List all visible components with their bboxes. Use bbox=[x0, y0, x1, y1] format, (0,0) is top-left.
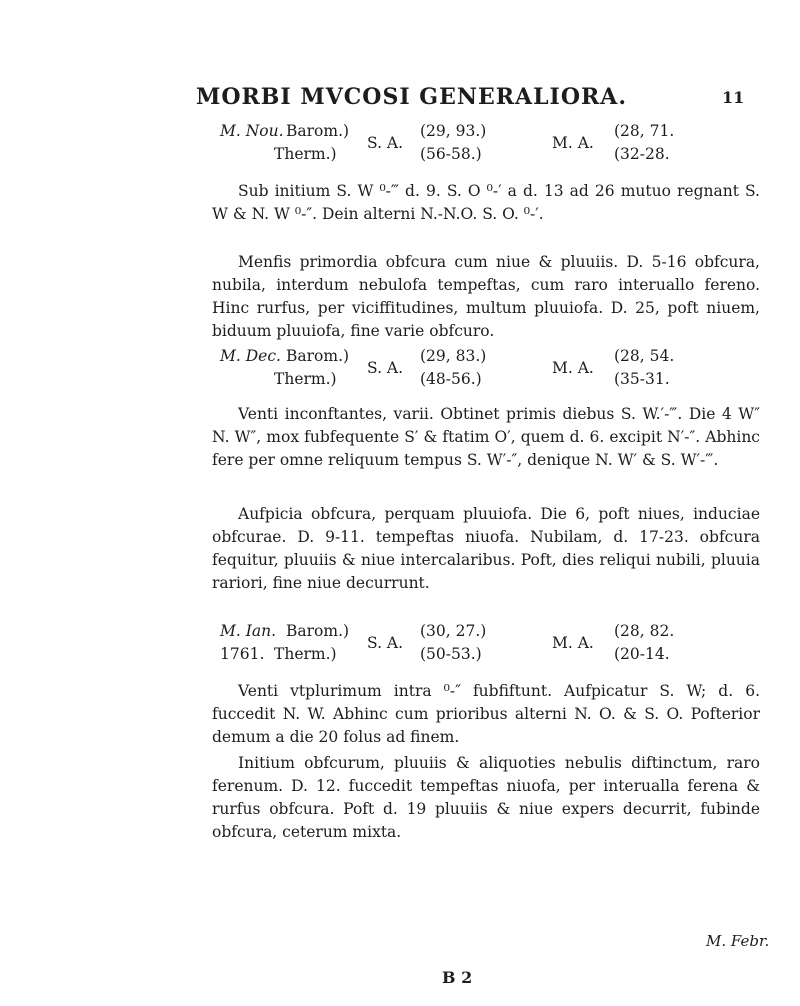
ma-thermometer-value: (20-14. bbox=[614, 645, 670, 663]
paragraph-november-weather: Menfis primordia obfcura cum niue & pluuiis. D. 5-16 obfcura, nubila, interdum nebulofa tempeftas, cum raro interuallo fereno. Hinc rurfus, per viciffitudines, multum pluuiofa. D. 25, poft niuem, biduum pluuiofa, fine varie obfcuro. bbox=[212, 253, 760, 340]
month-label: M. Nou. bbox=[220, 122, 284, 140]
sa-label: S. A. bbox=[367, 634, 404, 652]
thermometer-label: Therm.) bbox=[274, 145, 337, 163]
sa-barometer-value: (30, 27.) bbox=[420, 622, 487, 640]
ma-barometer-value: (28, 54. bbox=[614, 347, 675, 365]
paragraph-december-weather: Aufpicia obfcura, perquam pluuiofa. Die 6, poft niues, induciae obfcurae. D. 9-11. tempeftas niuofa. Nubilam, d. 17-23. obfcura fequitur, pluuiis & niue intercalaribus. Poft, dies reliqui nubili, pluuia rariori, fine niue decurrunt. bbox=[212, 505, 760, 592]
paragraph-december-winds: Venti inconftantes, varii. Obtinet primis diebus S. W.′-‴. Die 4 W″ N. W″, mox fubfequente S′ & ftatim O′, quem d. 6. excipit N′-″. Abhinc fere per omne reliquum tempus S. W′-″, denique N. W′ & S. W′-‴. bbox=[212, 405, 760, 469]
month-label: M. Dec. bbox=[220, 347, 281, 365]
ma-label: M. A. bbox=[552, 134, 594, 152]
ma-barometer-value: (28, 71. bbox=[614, 122, 675, 140]
ma-thermometer-value: (35-31. bbox=[614, 370, 670, 388]
paragraph-january-weather: Initium obfcurum, pluuiis & aliquoties nebulis diftinctum, raro ferenum. D. 12. fuccedit tempeftas niuofa, per interualla ferena & rurfus obfcura. Poft d. 19 pluuiis & niue expers decurrit, fubinde obfcura, ceterum mixta. bbox=[212, 754, 760, 841]
paragraph-january-winds: Venti vtplurimum intra ⁰-″ fubfiftunt. Aufpicatur S. W; d. 6. fuccedit N. W. Abhinc cum prioribus alterni N. O. & S. O. Pofterior demum a die 20 folus ad finem. bbox=[212, 682, 760, 746]
thermometer-label: Therm.) bbox=[274, 370, 337, 388]
sa-label: S. A. bbox=[367, 359, 404, 377]
sa-thermometer-value: (50-53.) bbox=[420, 645, 482, 663]
running-head: MORBI MVCOSI GENERALIORA. bbox=[196, 84, 628, 110]
sa-barometer-value: (29, 83.) bbox=[420, 347, 487, 365]
signature-mark: B 2 bbox=[442, 968, 473, 987]
year-label: 1761. bbox=[220, 645, 265, 663]
ma-label: M. A. bbox=[552, 359, 594, 377]
barometer-label: Barom.) bbox=[286, 122, 350, 140]
thermometer-label: Therm.) bbox=[274, 645, 337, 663]
page-number: 11 bbox=[722, 88, 745, 107]
sa-barometer-value: (29, 93.) bbox=[420, 122, 487, 140]
paragraph-november-winds: Sub initium S. W ⁰-‴ d. 9. S. O ⁰-′ a d. 13 ad 26 mutuo regnant S. W & N. W ⁰-″. Dein alterni N.-N.O. S. O. ⁰-′. bbox=[212, 182, 760, 223]
ma-barometer-value: (28, 82. bbox=[614, 622, 675, 640]
sa-thermometer-value: (56-58.) bbox=[420, 145, 482, 163]
ma-label: M. A. bbox=[552, 634, 594, 652]
month-label: M. Ian. bbox=[220, 622, 276, 640]
sa-label: S. A. bbox=[367, 134, 404, 152]
ma-thermometer-value: (32-28. bbox=[614, 145, 670, 163]
sa-thermometer-value: (48-56.) bbox=[420, 370, 482, 388]
catchword: M. Febr. bbox=[706, 932, 770, 950]
barometer-label: Barom.) bbox=[286, 347, 350, 365]
barometer-label: Barom.) bbox=[286, 622, 350, 640]
